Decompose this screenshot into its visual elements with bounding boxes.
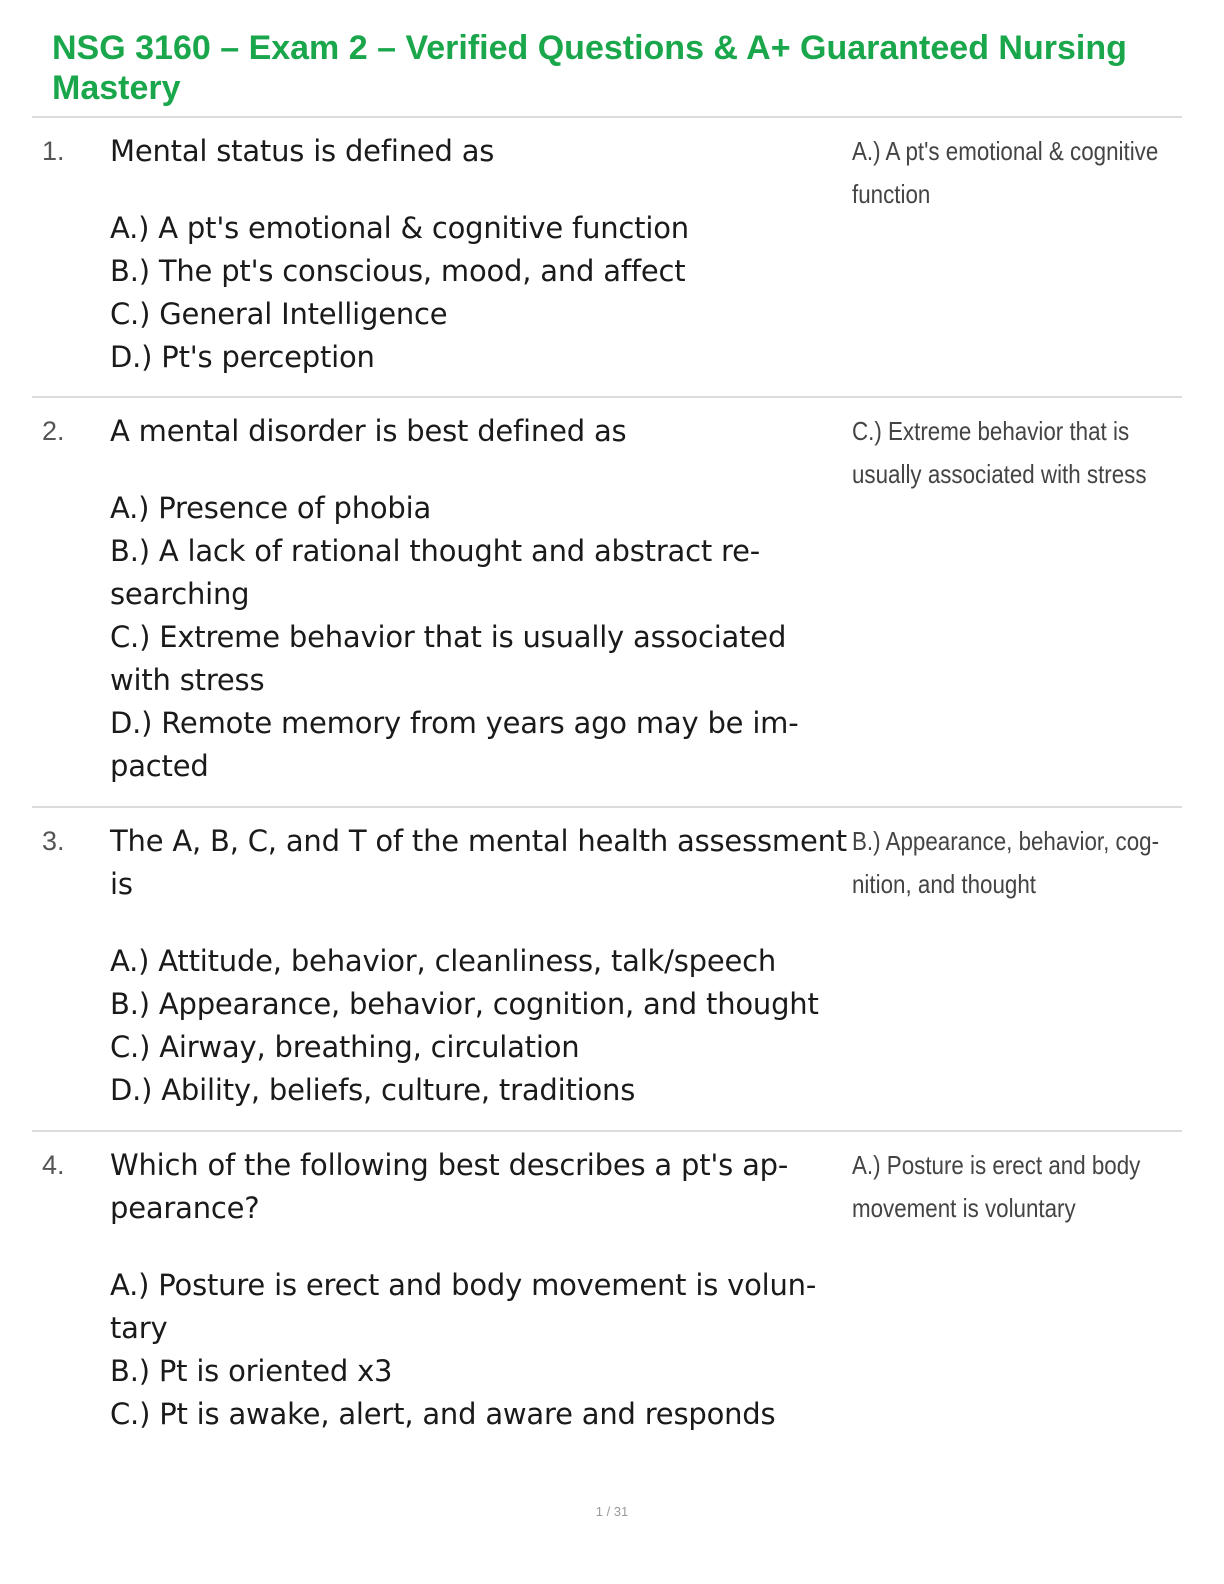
answer-text: B.) Appearance, behavior, cog-nition, and thought [852,826,1160,899]
question-text: Mental status is defined as [110,134,495,168]
question-divider [32,396,1182,398]
option-c: C.) General Intelligence [110,297,448,331]
question-text: The A, B, C, and T of the mental health assessment is [110,824,847,901]
answer-text: A.) A pt's emotional & cognitive function [852,136,1159,209]
option-b: B.) Appearance, behavior, cognition, and thought [110,987,819,1021]
option-d: D.) Ability, beliefs, culture, traditions [110,1073,636,1107]
page-number: 1 / 31 [595,1504,629,1519]
question-divider [32,806,1182,808]
question-text: A mental disorder is best defined as [110,414,627,448]
question-number: 4. [42,1150,65,1180]
question-divider [32,1130,1182,1132]
question-number: 1. [42,136,65,166]
answer-text: C.) Extreme behavior that is usually associated with stress [852,416,1147,489]
question-body [110,410,850,788]
option-d: D.) Remote memory from years ago may be im-pacted [110,706,799,783]
question-body [110,1144,850,1436]
document-title: NSG 3160 – Exam 2 – Verified Questions & A+ Guaranteed Nursing Mastery [52,29,1127,107]
option-a: A.) Posture is erect and body movement is volun-tary [110,1268,817,1345]
answer-text: A.) Posture is erect and body movement is voluntary [852,1150,1141,1223]
option-a: A.) Attitude, behavior, cleanliness, talk/speech [110,944,777,978]
question-text: Which of the following best describes a pt's ap-pearance? [110,1148,789,1225]
option-c: C.) Airway, breathing, circulation [110,1030,580,1064]
option-b: B.) A lack of rational thought and abstract re-searching [110,534,761,611]
question-number: 2. [42,416,65,446]
option-d: D.) Pt's perception [110,340,375,374]
title-divider [32,116,1182,118]
question-number: 3. [42,826,65,856]
option-b: B.) Pt is oriented x3 [110,1354,393,1388]
option-c: C.) Pt is awake, alert, and aware and responds [110,1397,776,1431]
option-c: C.) Extreme behavior that is usually associated with stress [110,620,787,697]
option-a: A.) A pt's emotional & cognitive function [110,211,689,245]
question-body [110,820,850,1112]
option-b: B.) The pt's conscious, mood, and affect [110,254,686,288]
option-a: A.) Presence of phobia [110,491,432,525]
question-body [110,130,850,379]
